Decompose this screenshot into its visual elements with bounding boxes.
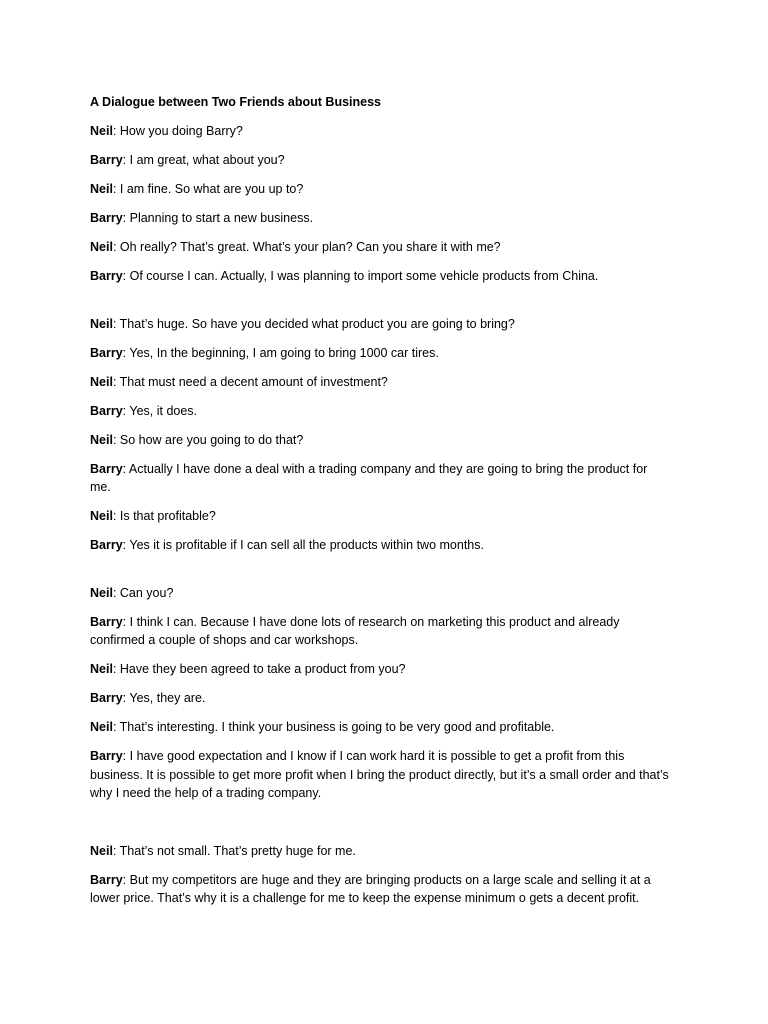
dialogue-text: : Of course I can. Actually, I was planning to import some vehicle products from China. [122,269,599,283]
dialogue-line [90,344,670,363]
dialogue-line [90,151,670,170]
dialogue-text: : That’s not small. That’s pretty huge for me. [112,843,356,858]
speaker-name: Neil [90,124,113,138]
dialogue-text: : That’s huge. So have you decided what product you are going to bring? [112,316,515,331]
dialogue-text: : I have good expectation and I know if I can work hard it is possible to get a profit from this business. It is possible to get more profit when I bring the product directly, but it’s a small order and that’s why I need the help of a trading company. [90,749,669,800]
dialogue-text: : Actually I have done a deal with a trading company and they are going to bring the product for me. [90,461,648,494]
dialogue-text: : Planning to start a new business. [122,211,314,225]
document-body [90,93,670,918]
dialogue-line [90,660,670,679]
dialogue-line [90,315,670,334]
dialogue-text: : Yes it is profitable if I can sell all the products within two months. [122,538,484,552]
speaker-name: Neil [90,316,113,331]
dialogue-line [90,209,670,228]
dialogue-line [90,747,670,803]
speaker-name: Barry [90,614,123,629]
speaker-name: Barry [90,345,123,360]
speaker-name: Barry [90,269,123,283]
dialogue-line [90,536,670,555]
dialogue-text: : Yes, it does. [122,403,198,418]
speaker-name: Barry [90,461,123,476]
speaker-name: Neil [90,432,113,447]
dialogue-text: : Yes, they are. [122,691,206,705]
dialogue-line [90,267,670,286]
speaker-name: Neil [90,374,113,389]
speaker-name: Neil [90,182,113,196]
dialogue-line [90,431,670,450]
dialogue-text: : Have they been agreed to take a product from you? [112,662,406,676]
speaker-name: Neil [90,843,113,858]
speaker-name: Neil [90,585,113,600]
dialogue-text: : I am great, what about you? [122,153,285,167]
speaker-name: Barry [90,749,123,763]
dialogue-line [90,122,670,141]
dialogue-line [90,584,670,603]
dialogue-line [90,842,670,861]
dialogue-line [90,238,670,257]
dialogue-text: : How you doing Barry? [112,124,243,138]
dialogue-text: : Oh really? That’s great. What’s your plan? Can you share it with me? [112,240,501,254]
speaker-name: Neil [90,509,113,523]
speaker-name: Barry [90,403,123,418]
dialogue-line [90,373,670,392]
dialogue-text: : That must need a decent amount of investment? [112,374,388,389]
dialogue-line [90,871,670,908]
dialogue-text: : Is that profitable? [112,509,216,523]
dialogue-line [90,402,670,421]
document-title: A Dialogue between Two Friends about Business [90,95,382,109]
speaker-name: Barry [90,211,123,225]
speaker-name: Neil [90,720,113,734]
dialogue-line [90,180,670,199]
speaker-name: Barry [90,691,123,705]
dialogue-text: : Yes, In the beginning, I am going to bring 1000 car tires. [122,345,439,360]
dialogue-line [90,507,670,526]
dialogue-line [90,613,670,650]
dialogue-line [90,689,670,708]
dialogue-text: : I am fine. So what are you up to? [112,182,304,196]
speaker-name: Neil [90,662,113,676]
dialogue-text: : So how are you going to do that? [112,432,304,447]
speaker-name: Neil [90,240,113,254]
dialogue-text: : But my competitors are huge and they are bringing products on a large scale and selling it at a lower price. That’s why it is a challenge for me to keep the expense minimum o gets a decent profit. [90,872,651,905]
dialogue-line [90,460,670,497]
dialogue-text: : Can you? [112,585,174,600]
dialogue-text: : I think I can. Because I have done lots of research on marketing this product and already confirmed a couple of shops and car workshops. [90,614,620,647]
dialogue-text: : That’s interesting. I think your business is going to be very good and profitable. [112,720,555,734]
dialogue-line [90,718,670,737]
speaker-name: Barry [90,538,123,552]
speaker-name: Barry [90,153,123,167]
speaker-name: Barry [90,872,123,887]
